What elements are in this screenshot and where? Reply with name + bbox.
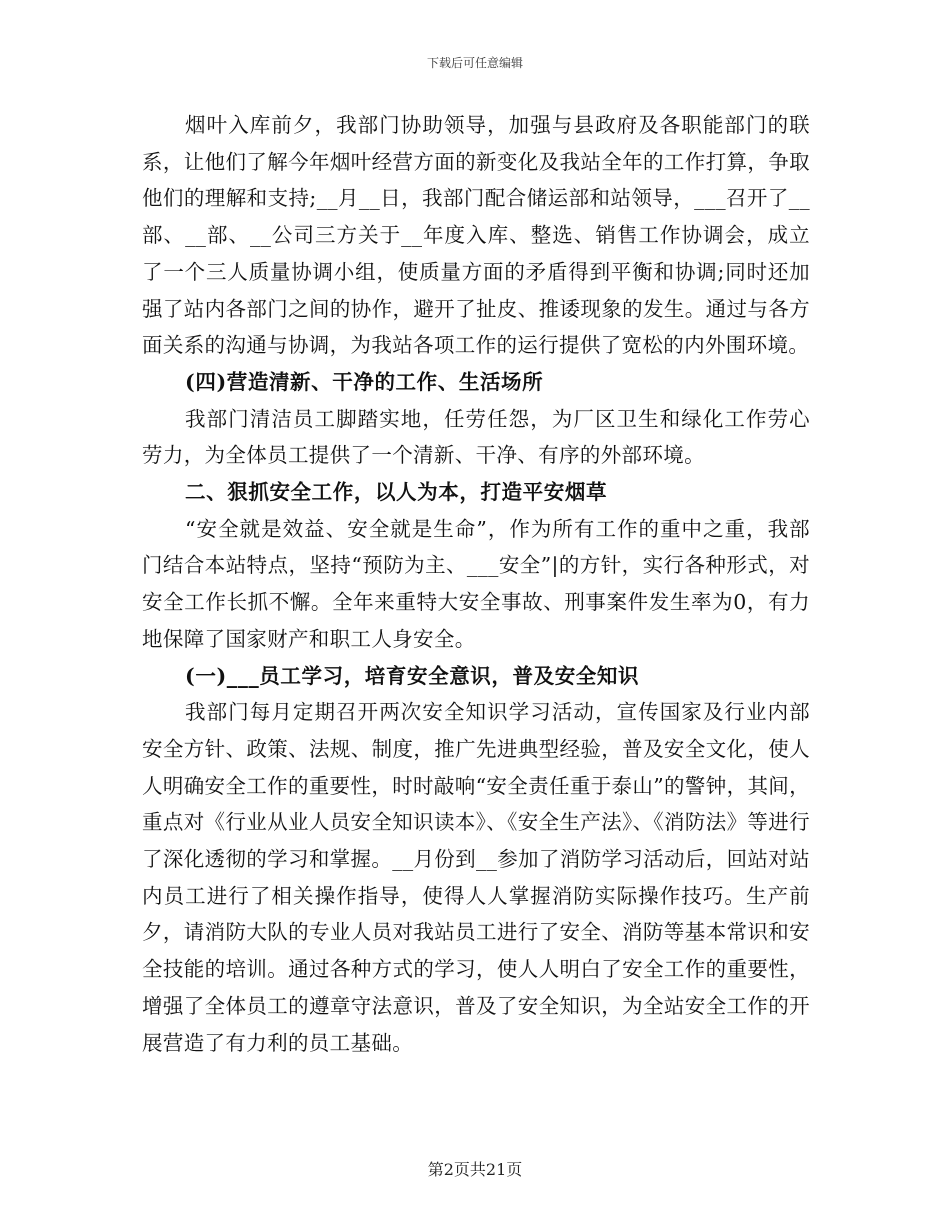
document-body xyxy=(142,107,810,1061)
page-footer: 第2页共21页 xyxy=(427,1160,523,1179)
paragraph-safety-learning: 我部门每月定期召开两次安全知识学习活动，宣传国家及行业内部安全方针、政策、法规、制度，推广先进典型经验，普及安全文化，使人人明确安全工作的重要性，时时敲响“安全责任重于泰山”的警钟，其间，重点对《行业从业人员安全知识读本》、《安全生产法》、《消防法》等进行了深化透彻的学习和掌握。__月份到__参加了消防学习活动后，回站对站内员工进行了相关操作指导，使得人人掌握消防实际操作技巧。生产前夕，请消防大队的专业人员对我站员工进行了安全、消防等基本常识和安全技能的培训。通过各种方式的学习，使人人明白了安全工作的重要性，增强了全体员工的遵章守法意识，普及了安全知识，为全站安全工作的开展营造了有力利的员工基础。 xyxy=(142,700,811,1055)
paragraph-cleaning: 我部门清洁员工脚踏实地，任劳任怨，为厂区卫生和绿化工作劳心劳力，为全体员工提供了一个清新、干净、有序的外部环境。 xyxy=(142,406,810,468)
page-header: 下载后可任意编辑 xyxy=(426,56,523,70)
section-heading-safety: 二、狠抓安全工作，以人为本，打造平安烟草 xyxy=(185,480,608,505)
section-heading-environment: (四)营造清新、干净的工作、生活场所 xyxy=(185,369,544,394)
paragraph-coordination: 烟叶入库前夕，我部门协助领导，加强与县政府及各职能部门的联系，让他们了解今年烟叶经营方面的新变化及我站全年的工作打算，争取他们的理解和支持;__月__日，我部门配合储运部和站领导，___召开了__部、__部、__公司三方关于__年度入库、整选、销售工作协调会，成立了一个三人质量协调小组，使质量方面的矛盾得到平衡和协调;同时还加强了站内各部门之间的协作，避开了扯皮、推诿现象的发生。通过与各方面关系的沟通与协调，为我站各项工作的运行提供了宽松的内外围环境。 xyxy=(142,113,810,358)
section-heading-learning: (一)___员工学习，培育安全意识，普及安全知识 xyxy=(185,663,640,688)
paragraph-safety-policy: “安全就是效益、安全就是生命”，作为所有工作的重中之重，我部门结合本站特点，坚持“预防为主、___安全”|的方针，实行各种形式，对安全工作长抓不懈。全年来重特大安全事故、刑事案件发生率为0，有力地保障了国家财产和职工人身安全。 xyxy=(142,516,810,651)
